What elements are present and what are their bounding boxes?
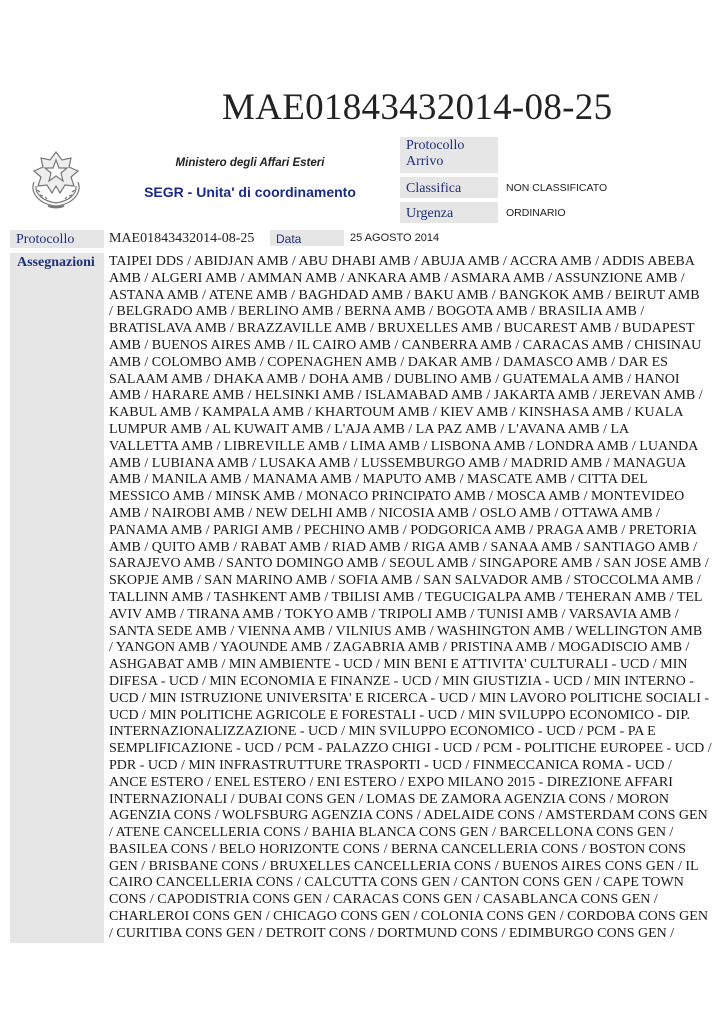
assegnazioni-line: ANCE ESTERO / ENEL ESTERO / ENI ESTERO / EXPO MILANO 2015 - DIREZIONE AFFARI [109, 774, 673, 790]
assegnazioni-line: AMB / NAIROBI AMB / NEW DELHI AMB / NICOSIA AMB / OSLO AMB / OTTAWA AMB / [109, 505, 660, 521]
assegnazioni-line: BASILEA CONS / BELO HORIZONTE CONS / BERNA CANCELLERIA CONS / BOSTON CONS [109, 841, 686, 857]
assegnazioni-line: SEMPLIFICAZIONE - UCD / PCM - PALAZZO CHIGI - UCD / PCM - POLITICHE EUROPEE - UCD / [109, 741, 712, 757]
protocollo-label: Protocollo [10, 230, 104, 248]
assegnazioni-list [109, 254, 725, 944]
document-number: MAE01843432014-08-25 [222, 87, 613, 128]
assegnazioni-line: INTERNAZIONALI / DUBAI CONS GEN / LOMAS DE ZAMORA AGENZIA CONS / MORON [109, 791, 669, 807]
office-name: SEGR - Unita' di coordinamento [144, 184, 356, 200]
assegnazioni-line: CHARLEROI CONS GEN / CHICAGO CONS GEN / COLONIA CONS GEN / CORDOBA CONS GEN [109, 909, 708, 925]
assegnazioni-line: AGENZIA CONS / WOLFSBURG AGENZIA CONS / ADELAIDE CONS / AMSTERDAM CONS GEN [109, 808, 708, 824]
protocollo-arrivo-label: Protocollo Arrivo [400, 137, 498, 173]
assegnazioni-line: PDR - UCD / MIN INFRASTRUTTURE TRASPORTI - UCD / FINMECCANICA ROMA - UCD / [109, 757, 672, 773]
assegnazioni-line: MESSICO AMB / MINSK AMB / MONACO PRINCIPATO AMB / MOSCA AMB / MONTEVIDEO [109, 489, 685, 505]
assegnazioni-line: TAIPEI DDS / ABIDJAN AMB / ABU DHABI AMB / ABUJA AMB / ACCRA AMB / ADDIS ABEBA [109, 254, 695, 269]
assegnazioni-line: CAIRO CANCELLERIA CONS / CALCUTTA CONS GEN / CANTON CONS GEN / CAPE TOWN [109, 875, 684, 891]
assegnazioni-label: Assegnazioni [10, 253, 104, 943]
assegnazioni-line: PANAMA AMB / PARIGI AMB / PECHINO AMB / PODGORICA AMB / PRAGA AMB / PRETORIA [109, 522, 698, 538]
assegnazioni-line: SANTA SEDE AMB / VIENNA AMB / VILNIUS AMB / WASHINGTON AMB / WELLINGTON AMB [109, 623, 703, 639]
assegnazioni-line: SARAJEVO AMB / SANTO DOMINGO AMB / SEOUL AMB / SINGAPORE AMB / SAN JOSE AMB / [109, 556, 709, 572]
assegnazioni-line: ASTANA AMB / ATENE AMB / BAGHDAD AMB / BAKU AMB / BANGKOK AMB / BEIRUT AMB [109, 287, 700, 303]
assegnazioni-line: VALLETTA AMB / LIBREVILLE AMB / LIMA AMB / LISBONA AMB / LONDRA AMB / LUANDA [109, 438, 699, 454]
assegnazioni-line: / ATENE CANCELLERIA CONS / BAHIA BLANCA CONS GEN / BARCELLONA CONS GEN / [109, 825, 674, 841]
assegnazioni-line: LUMPUR AMB / AL KUWAIT AMB / L'AJA AMB / LA PAZ AMB / L'AVANA AMB / LA [109, 421, 630, 437]
assegnazioni-line: AMB / COLOMBO AMB / COPENAGHEN AMB / DAKAR AMB / DAMASCO AMB / DAR ES [109, 354, 668, 370]
assegnazioni-line: AMB / QUITO AMB / RABAT AMB / RIAD AMB / RIGA AMB / SANAA AMB / SANTIAGO AMB / [109, 539, 697, 555]
assegnazioni-line: AVIV AMB / TIRANA AMB / TOKYO AMB / TRIPOLI AMB / TUNISI AMB / VARSAVIA AMB / [109, 606, 679, 622]
assegnazioni-line: AMB / MANILA AMB / MANAMA AMB / MAPUTO AMB / MASCATE AMB / CITTA DEL [109, 472, 648, 488]
assegnazioni-line: / YANGON AMB / YAOUNDE AMB / ZAGABRIA AMB / PRISTINA AMB / MOGADISCIO AMB / [109, 640, 690, 656]
classifica-label: Classifica [400, 177, 498, 198]
classifica-value: NON CLASSIFICATO [506, 182, 608, 194]
assegnazioni-line: / BELGRADO AMB / BERLINO AMB / BERNA AMB / BOGOTA AMB / BRASILIA AMB / [109, 304, 645, 320]
assegnazioni-line: GEN / BRISBANE CONS / BRUXELLES CANCELLERIA CONS / BUENOS AIRES CONS GEN / IL [109, 858, 699, 874]
assegnazioni-line: AMB / HARARE AMB / HELSINKI AMB / ISLAMABAD AMB / JAKARTA AMB / JEREVAN AMB / [109, 388, 703, 404]
assegnazioni-line: ASHGABAT AMB / MIN AMBIENTE - UCD / MIN BENI E ATTIVITA' CULTURALI - UCD / MIN [109, 657, 688, 673]
assegnazioni-line: SKOPJE AMB / SAN MARINO AMB / SOFIA AMB / SAN SALVADOR AMB / STOCCOLMA AMB / [109, 573, 701, 589]
assegnazioni-line: AMB / ALGERI AMB / AMMAN AMB / ANKARA AMB / ASMARA AMB / ASSUNZIONE AMB / [109, 270, 685, 286]
assegnazioni-line: CONS / CAPODISTRIA CONS GEN / CARACAS CONS GEN / CASABLANCA CONS GEN / [109, 892, 658, 908]
urgenza-label: Urgenza [400, 202, 498, 223]
assegnazioni-line: UCD / MIN POLITICHE AGRICOLE E FORESTALI - UCD / MIN SVILUPPO ECONOMICO - DIP. [109, 707, 691, 723]
assegnazioni-line: INTERNAZIONALIZZAZIONE - UCD / MIN SVILUPPO ECONOMICO - UCD / PCM - PA E [109, 724, 656, 740]
data-label: Data [270, 230, 344, 246]
italian-republic-emblem-icon [26, 146, 86, 210]
assegnazioni-line: UCD / MIN ISTRUZIONE UNIVERSITA' E RICERCA - UCD / MIN LAVORO POLITICHE SOCIALI - [109, 690, 710, 706]
protocollo-value: MAE01843432014-08-25 [109, 231, 255, 246]
assegnazioni-line: TALLINN AMB / TASHKENT AMB / TBILISI AMB / TEGUCIGALPA AMB / TEHERAN AMB / TEL [109, 589, 703, 605]
assegnazioni-line: SALAAM AMB / DHAKA AMB / DOHA AMB / DUBLINO AMB / GUATEMALA AMB / HANOI [109, 371, 680, 387]
assegnazioni-line: AMB / LUBIANA AMB / LUSAKA AMB / LUSSEMBURGO AMB / MADRID AMB / MANAGUA [109, 455, 687, 471]
assegnazioni-line: / CURITIBA CONS GEN / DETROIT CONS / DORTMUND CONS / EDIMBURGO CONS GEN / [109, 925, 675, 941]
data-value: 25 AGOSTO 2014 [350, 232, 440, 244]
urgenza-value: ORDINARIO [506, 207, 566, 219]
ministry-name: Ministero degli Affari Esteri [175, 157, 325, 169]
assegnazioni-line: DIFESA - UCD / MIN ECONOMIA E FINANZE - UCD / MIN GIUSTIZIA - UCD / MIN INTERNO - [109, 673, 694, 689]
assegnazioni-line: BRATISLAVA AMB / BRAZZAVILLE AMB / BRUXELLES AMB / BUCAREST AMB / BUDAPEST [109, 321, 695, 337]
assegnazioni-line: AMB / BUENOS AIRES AMB / IL CAIRO AMB / CANBERRA AMB / CARACAS AMB / CHISINAU [109, 337, 702, 353]
assegnazioni-line: KABUL AMB / KAMPALA AMB / KHARTOUM AMB / KIEV AMB / KINSHASA AMB / KUALA [109, 405, 684, 421]
